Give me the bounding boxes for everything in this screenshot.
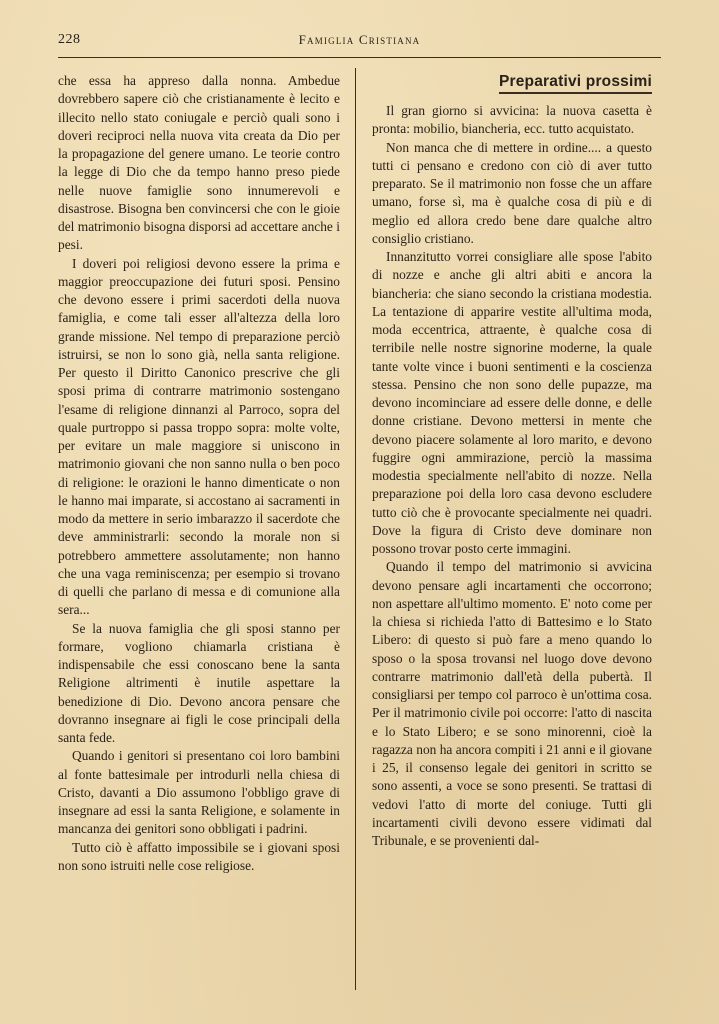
- running-title: Famiglia Cristiana: [298, 32, 421, 47]
- left-column: [58, 72, 340, 875]
- paragraph: Non manca che di mettere in ordine.... a questo tutti ci pensano e credono con ciò di aver tutto preparato. Se il matrimonio non fosse che un affare umano, forse sì, ma è qualche cosa di più e di meglio ed allora credo bene dare qualche altro consiglio cristiano.: [372, 139, 652, 246]
- paragraph: Il gran giorno si avvicina: la nuova casetta è pronta: mobilio, biancheria, ecc. tutto acquistato.: [372, 103, 652, 137]
- page-header: [58, 30, 661, 52]
- paragraph: Quando il tempo del matrimonio si avvicina devono pensare agli incartamenti che occorrono; non aspettare all'ultimo momento. E' noto come per la chiesa si richieda l'atto di Battesimo e lo Stato Libero: di questo si può fare a meno quando lo sposo o la sposa trovansi nel luogo dove devono contrarre matrimonio dall'età della pubertà. Il consigliarsi per tempo col parroco è un'ottima cosa. Per il matrimonio civile poi occorre: l'atto di nascita e lo Stato Libero; e se sono minorenni, cioè la ragazza non ha ancora compiti i 21 anni e il giovane i 25, il consenso legale dei genitori in scritto se sono assenti, a voce se sono presenti. Se trattasi di vedovi l'atto di morte del coniuge. Tutti gli incartamenti civili devono essere vidimati dal Tribunale, e se provenienti dal-: [372, 559, 652, 848]
- right-column: [372, 72, 652, 850]
- section-heading: [372, 72, 652, 94]
- paragraph: Innanzitutto vorrei consigliare alle spose l'abito di nozze e anche gli altri abiti e ancora la biancheria: che siano secondo la cristiana modestia. La tentazione di apparire vestite all'ultima moda, moda eccentrica, attraente, è qualche cosa di terribile nelle nostre signorine moderne, la quale tante volte vince i buoni sentimenti e la coscienza stessa. Pensino che non sono delle pupazze, ma devono incominciare ad essere delle donne, e delle donne cristiane. Devono mettersi in mente che devono piacere solamente al loro marito, e devono fuggire ogni ammirazione, perciò la massima modestia specialmente nell'abito di nozze. Nella preparazione poi della loro casa devono escludere tutto ciò che è provocante specialmente nei quadri. Dove la figura di Cristo deve dominare non possono trovar posto certe immagini.: [372, 249, 652, 556]
- paragraph: Quando i genitori si presentano coi loro bambini al fonte battesimale per introdurli nella chiesa di Cristo, davanti a Dio assumono l'obbligo grave di insegnare ad essi la santa Religione, e solamente in mancanza dei genitori sono obbligati i padrini.: [58, 748, 340, 837]
- paragraph: Se la nuova famiglia che gli sposi stanno per formare, vogliono chiamarla cristiana è indispensabile che essi conoscano bene la santa Religione altrimenti è inutile aspettare la benedizione di Dio. Devono ancora pensare che dovranno insegnare ai figli le cose principali della santa fede.: [58, 620, 340, 745]
- page-number: 228: [58, 32, 81, 47]
- paragraph: che essa ha appreso dalla nonna. Ambedue dovrebbero sapere ciò che cristianamente è lecito e illecito nello stato coniugale e perciò quali sono i doveri reciproci nella nuova vita creata da Dio per la propagazione del genere umano. Le teorie contro la legge di Dio che da tempo hanno preso piede nelle nuove famiglie sono innumerevoli e disastrose. Bisogna ben convincersi che con le gioie del matrimonio bisogna disporsi ad accettare anche i pesi.: [58, 73, 340, 253]
- paragraph: Tutto ciò è affatto impossibile se i giovani sposi non sono istruiti nelle cose religiose.: [58, 839, 340, 873]
- header-rule: [58, 57, 661, 58]
- paragraph: I doveri poi religiosi devono essere la prima e maggior preoccupazione dei futuri sposi. Pensino che devono essere i primi sacerdoti della nuova famiglia, e come tali esser all'altezza della loro grande missione. Nel tempo di preparazione perciò istruirsi, se non lo sono già, nella santa religione. Per questo il Diritto Canonico prescrive che gli sposi prima di contrarre matrimonio sostengano l'esame di religione dinnanzi al Parroco, sopra del quale purtroppo si passa troppo sopra: molte volte, per evitare un male maggiore si uniscono in matrimonio giovani che non sanno nulla o ben poco di religione: le orazioni le hanno dimenticate o non le hanno mai imparate, si accostano ai sacramenti in modo da mettere in serio imbarazzo il sacerdote che deve amministrarli: secondo la morale non si potrebbero ammettere assolutamente; non hanno che una vaga reminiscenza; per esempio si trovano di quelli che parlano di messa e di comunione alla sera...: [58, 255, 340, 618]
- section-title: Preparativi prossimi: [499, 72, 652, 94]
- column-divider: [355, 68, 356, 990]
